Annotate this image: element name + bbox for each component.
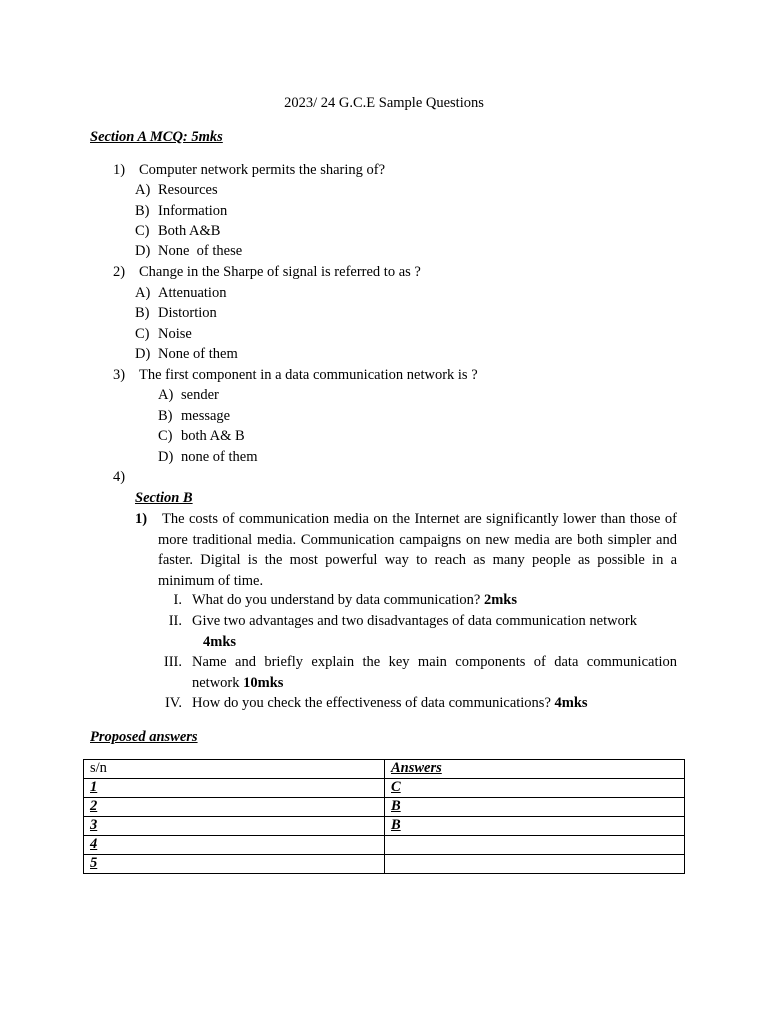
subquestion-marks: 4mks	[203, 633, 237, 650]
row-sn: 5	[84, 855, 385, 874]
proposed-answers-heading: Proposed answers	[90, 729, 198, 745]
subquestion-numeral: II.	[168, 613, 182, 629]
option-letter: A)	[135, 285, 151, 301]
option-letter: C)	[158, 428, 173, 444]
subquestion-marks: 2mks	[483, 592, 517, 608]
subquestion-text: Name and briefly explain the key main components of data communication network	[192, 654, 677, 691]
option-text: Noise	[158, 326, 192, 342]
subquestion-text: How do you check the effectiveness of data communications?	[192, 695, 551, 711]
row-sn: 2	[84, 798, 385, 817]
table-header-row	[84, 760, 685, 779]
subquestion-numeral: IV.	[164, 695, 182, 711]
option-text: Attenuation	[158, 285, 227, 301]
section-b-question-number: 1)	[135, 511, 148, 527]
question-number: 1)	[113, 162, 126, 178]
table-row	[84, 836, 685, 855]
option-text: None of these	[158, 243, 243, 259]
header-sn: s/n	[84, 760, 385, 779]
option-text: Information	[158, 203, 228, 219]
row-sn: 4	[84, 836, 385, 855]
option-text: sender	[181, 387, 219, 403]
page-title: 2023/ 24 G.C.E Sample Questions	[284, 95, 484, 111]
option-letter: B)	[135, 305, 150, 321]
table-row	[84, 855, 685, 874]
section-b-heading: Section B	[135, 490, 193, 506]
subquestion-marks: 10mks	[243, 674, 284, 691]
answers-table	[83, 759, 685, 874]
option-letter: D)	[135, 243, 151, 259]
table-row	[84, 779, 685, 798]
option-text: Distortion	[158, 305, 217, 321]
section-b-passage: The costs of communication media on the Internet are significantly lower than those of more traditional media. Communication campaigns on new media are both simpler and faster. Digital is the most powerful way to reach as many people as possible in a minimum of time.	[158, 511, 677, 589]
table-row	[84, 817, 685, 836]
option-text: None of them	[158, 346, 238, 362]
question-text: The first component in a data communication network is ?	[139, 367, 478, 383]
option-letter: D)	[158, 449, 174, 465]
option-letter: C)	[135, 223, 150, 239]
question-number: 2)	[113, 264, 126, 280]
option-text: Both A&B	[158, 223, 221, 239]
row-answer: B	[385, 798, 685, 817]
row-answer: C	[385, 779, 685, 798]
question-text: Change in the Sharpe of signal is referred to as ?	[139, 264, 421, 280]
option-letter: A)	[158, 387, 174, 403]
table-row	[84, 798, 685, 817]
option-letter: B)	[158, 408, 173, 424]
subquestion-text: Give two advantages and two disadvantages of data communication network	[192, 613, 637, 629]
section-a-heading: Section A MCQ: 5mks	[90, 129, 223, 145]
row-sn: 1	[84, 779, 385, 798]
subquestion	[192, 590, 677, 611]
subquestion-numeral: III.	[163, 654, 182, 670]
question-number: 4)	[113, 469, 126, 485]
row-answer	[385, 855, 685, 874]
subquestion	[192, 652, 677, 693]
header-answers: Answers	[385, 760, 685, 779]
option-text: Resources	[158, 182, 218, 198]
option-letter: D)	[135, 346, 151, 362]
option-text: both A& B	[181, 428, 245, 444]
row-answer	[385, 836, 685, 855]
subquestion-marks: 4mks	[554, 695, 588, 711]
question-number: 3)	[113, 367, 126, 383]
row-answer: B	[385, 817, 685, 836]
option-letter: B)	[135, 203, 150, 219]
subquestion	[192, 693, 677, 714]
option-letter: C)	[135, 326, 150, 342]
option-letter: A)	[135, 182, 151, 198]
subquestion-numeral: I.	[173, 592, 182, 608]
subquestion	[192, 611, 677, 652]
option-text: message	[181, 408, 231, 424]
row-sn: 3	[84, 817, 385, 836]
option-text: none of them	[181, 449, 258, 465]
question-text: Computer network permits the sharing of?	[139, 162, 386, 178]
subquestion-text: What do you understand by data communication?	[192, 592, 481, 608]
